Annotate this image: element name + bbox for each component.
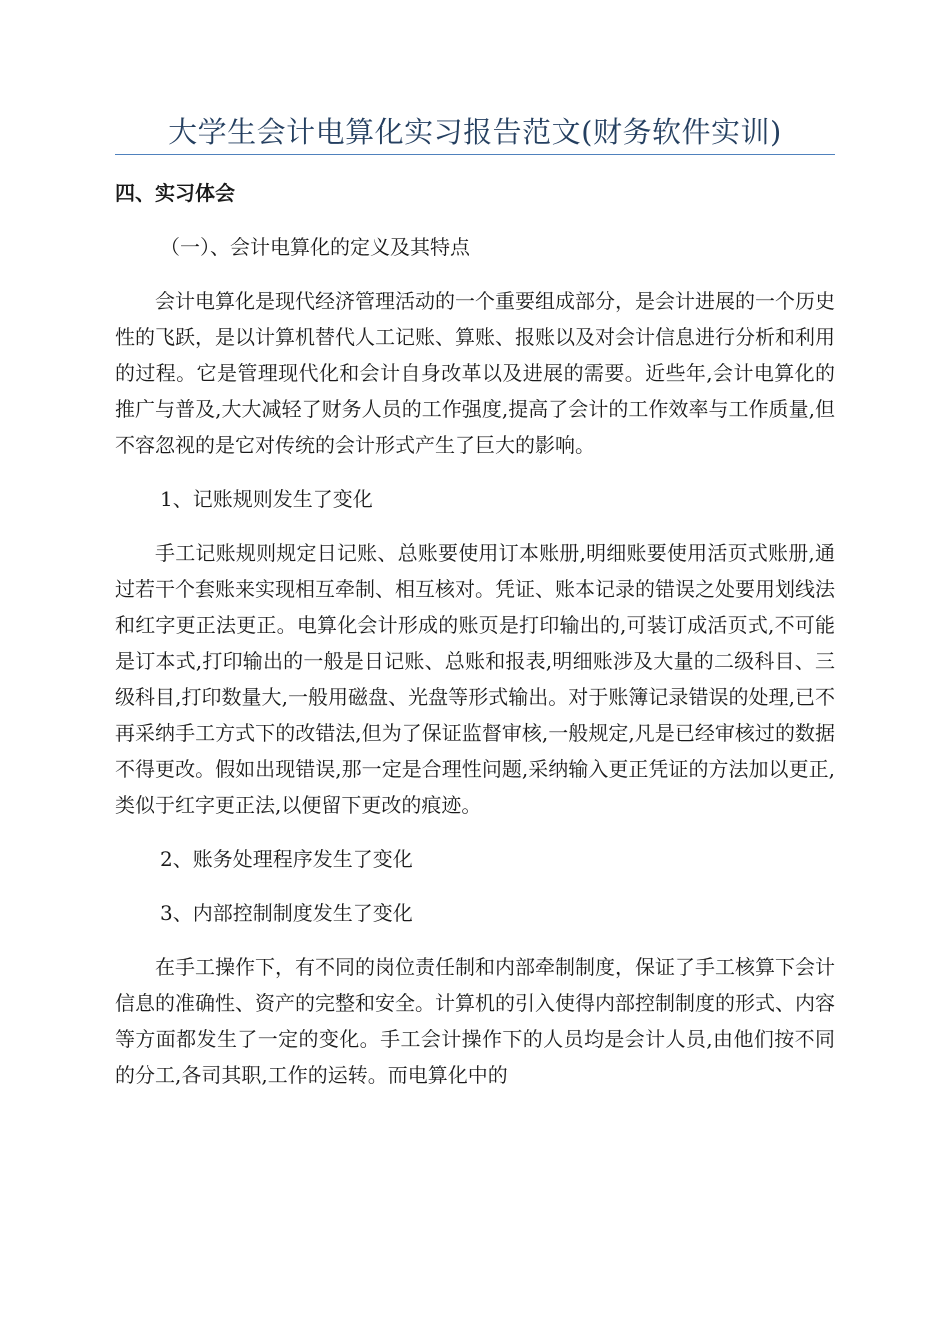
- point-processing-procedure: 2、账务处理程序发生了变化: [160, 847, 413, 871]
- subsection-heading: （一）、会计电算化的定义及其特点: [160, 235, 470, 259]
- paragraph-definition: 会计电算化是现代经济管理活动的一个重要组成部分，是会计进展的一个历史性的飞跃，是以计算机替代人工记账、算账、报账以及对会计信息进行分析和利用的过程。它是管理现代化和会计自身改革以及进展的需要。近些年,会计电算化的推广与普及,大大减轻了财务人员的工作强度,提高了会计的工作效率与工作质量,但不容忽视的是它对传统的会计形式产生了巨大的影响。: [115, 289, 835, 457]
- document-body: [115, 175, 835, 1111]
- paragraph-bookkeeping-rules: 手工记账规则规定日记账、总账要使用订本账册,明细账要使用活页式账册,通过若干个套账来实现相互牵制、相互核对。凭证、账本记录的错误之处要用划线法和红字更正法更正。电算化会计形成的账页是打印输出的,可装订成活页式,不可能是订本式,打印输出的一般是日记账、总账和报表,明细账涉及大量的二级科目、三级科目,打印数量大,一般用磁盘、光盘等形式输出。对于账簿记录错误的处理,已不再采纳手工方式下的改错法,但为了保证监督审核,一般规定,凡是已经审核过的数据不得更改。假如出现错误,那一定是合理性问题,采纳输入更正凭证的方法加以更正,类似于红字更正法,以便留下更改的痕迹。: [115, 541, 835, 817]
- section-heading: 四、实习体会: [115, 181, 235, 205]
- point-bookkeeping-rules: 1、记账规则发生了变化: [160, 487, 373, 511]
- document-title: 大学生会计电算化实习报告范文(财务软件实训): [168, 115, 782, 149]
- title-underline: [115, 154, 835, 155]
- paragraph-internal-control: 在手工操作下，有不同的岗位责任制和内部牵制制度，保证了手工核算下会计信息的准确性、资产的完整和安全。计算机的引入使得内部控制制度的形式、内容等方面都发生了一定的变化。手工会计操作下的人员均是会计人员,由他们按不同的分工,各司其职,工作的运转。而电算化中的: [115, 955, 835, 1087]
- point-internal-control: 3、内部控制制度发生了变化: [160, 901, 413, 925]
